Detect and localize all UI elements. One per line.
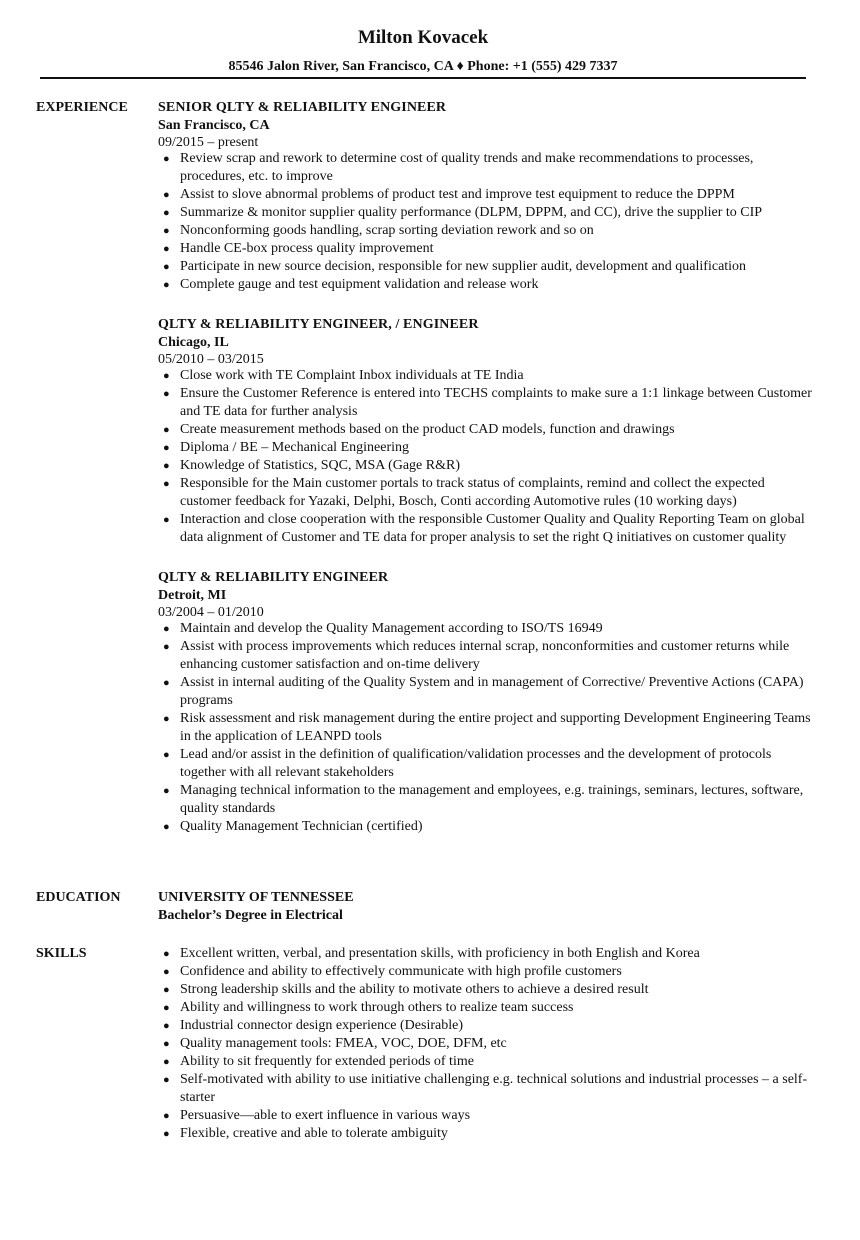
bullet-item	[158, 385, 813, 421]
bullet-text: Knowledge of Statistics, SQC, MSA (Gage R&R)	[180, 458, 460, 473]
bullet-text: Complete gauge and test equipment validation and release work	[180, 277, 539, 292]
job-title: QLTY & RELIABILITY ENGINEER, / ENGINEER	[158, 317, 479, 332]
candidate-name: Milton Kovacek	[357, 27, 489, 48]
bullet-item	[158, 638, 813, 674]
bullet-text: Summarize & monitor supplier quality performance (DLPM, DPPM, and CC), drive the supplier to CIP	[180, 205, 763, 220]
bullet-item	[158, 439, 813, 457]
bullet-text: Lead and/or assist in the definition of qualification/validation processes and the development of protocols together with all relevant stakeholders	[180, 747, 772, 780]
bullet-dot-icon: ●	[163, 243, 170, 255]
skill-text: Ability and willingness to work through others to realize team success	[180, 1000, 574, 1015]
skill-item	[158, 1035, 813, 1053]
job-entry	[158, 99, 813, 294]
bullet-text: Maintain and develop the Quality Management according to ISO/TS 16949	[180, 621, 603, 636]
bullet-dot-icon: ●	[163, 984, 170, 996]
bullet-item	[158, 367, 813, 385]
bullet-dot-icon: ●	[163, 189, 170, 201]
bullet-text: Assist to slove abnormal problems of product test and improve test equipment to reduce the DPPM	[180, 187, 735, 202]
bullet-text: Nonconforming goods handling, scrap sorting deviation rework and so on	[180, 223, 594, 238]
bullet-text: Review scrap and rework to determine cost of quality trends and make recommendations to processes, procedures, etc. to improve	[180, 151, 754, 184]
job-entry	[158, 569, 813, 836]
bullet-dot-icon: ●	[163, 442, 170, 454]
skill-item	[158, 981, 813, 999]
bullet-dot-icon: ●	[163, 1038, 170, 1050]
bullet-item	[158, 746, 813, 782]
bullet-dot-icon: ●	[163, 1074, 170, 1086]
bullet-dot-icon: ●	[163, 207, 170, 219]
bullet-dot-icon: ●	[163, 1056, 170, 1068]
header-divider	[40, 77, 806, 79]
bullet-item	[158, 186, 813, 204]
bullet-text: Close work with TE Complaint Inbox individuals at TE India	[180, 368, 524, 383]
bullet-item	[158, 150, 813, 186]
bullet-dot-icon: ●	[163, 225, 170, 237]
skill-text: Excellent written, verbal, and presentation skills, with proficiency in both English and Korea	[180, 946, 700, 961]
bullet-dot-icon: ●	[163, 153, 170, 165]
experience-heading: EXPERIENCE	[36, 100, 128, 115]
bullet-dot-icon: ●	[163, 424, 170, 436]
bullet-text: Create measurement methods based on the product CAD models, function and drawings	[180, 422, 675, 437]
skill-text: Ability to sit frequently for extended periods of time	[180, 1054, 474, 1069]
bullet-dot-icon: ●	[163, 478, 170, 490]
bullet-dot-icon: ●	[163, 460, 170, 472]
bullet-text: Assist in internal auditing of the Quality System and in management of Corrective/ Preventive Actions (CAPA) programs	[180, 675, 804, 708]
skill-item	[158, 999, 813, 1017]
bullet-item	[158, 674, 813, 710]
job-bullets	[158, 150, 813, 294]
bullet-item	[158, 240, 813, 258]
bullet-dot-icon: ●	[163, 279, 170, 291]
skill-item	[158, 945, 813, 963]
bullet-text: Ensure the Customer Reference is entered into TECHS complaints to make sure a 1:1 linkage between Customer and TE data for further analysis	[180, 386, 812, 419]
skill-item	[158, 1017, 813, 1035]
bullet-item	[158, 782, 813, 818]
bullet-text: Risk assessment and risk management during the entire project and supporting Development Engineering Teams in the application of LEANPD tools	[180, 711, 811, 744]
bullet-text: Handle CE-box process quality improvement	[180, 241, 434, 256]
skill-text: Quality management tools: FMEA, VOC, DOE, DFM, etc	[180, 1036, 507, 1051]
job-location: Detroit, MI	[158, 588, 227, 603]
education-heading: EDUCATION	[36, 890, 121, 905]
bullet-dot-icon: ●	[163, 966, 170, 978]
skills-bullets	[158, 945, 813, 1143]
bullet-dot-icon: ●	[163, 677, 170, 689]
bullet-dot-icon: ●	[163, 1020, 170, 1032]
bullet-text: Interaction and close cooperation with the responsible Customer Quality and Quality Reporting Team on global data alignment of Customer and TE data for proper analysis to set the right Q initiatives on customer quality	[180, 512, 805, 545]
job-bullets	[158, 620, 813, 836]
skill-text: Persuasive—able to exert influence in various ways	[180, 1108, 471, 1123]
job-dates: 05/2010 – 03/2015	[158, 352, 264, 367]
bullet-item	[158, 457, 813, 475]
bullet-dot-icon: ●	[163, 514, 170, 526]
skill-text: Industrial connector design experience (Desirable)	[180, 1018, 463, 1033]
experience-list	[158, 99, 813, 836]
bullet-item	[158, 710, 813, 746]
skills-heading: SKILLS	[36, 946, 87, 961]
bullet-item	[158, 818, 813, 836]
bullet-text: Quality Management Technician (certified)	[180, 819, 423, 834]
bullet-dot-icon: ●	[163, 749, 170, 761]
bullet-item	[158, 258, 813, 276]
skills-list	[158, 945, 813, 1143]
bullet-text: Participate in new source decision, responsible for new supplier audit, development and qualification	[180, 259, 747, 274]
education-entry	[158, 889, 813, 925]
bullet-dot-icon: ●	[163, 948, 170, 960]
bullet-text: Assist with process improvements which reduces internal scrap, nonconformities and customer returns while enhancing customer satisfaction and on-time delivery	[180, 639, 790, 672]
skill-item	[158, 963, 813, 981]
bullet-dot-icon: ●	[163, 713, 170, 725]
school-name: UNIVERSITY OF TENNESSEE	[158, 890, 354, 905]
bullet-dot-icon: ●	[163, 261, 170, 273]
bullet-item	[158, 204, 813, 222]
bullet-dot-icon: ●	[163, 1002, 170, 1014]
contact-line: 85546 Jalon River, San Francisco, CA ♦ Phone: +1 (555) 429 7337	[228, 59, 618, 74]
job-title: SENIOR QLTY & RELIABILITY ENGINEER	[158, 100, 447, 115]
bullet-item	[158, 620, 813, 638]
bullet-item	[158, 276, 813, 294]
job-bullets	[158, 367, 813, 547]
bullet-item	[158, 511, 813, 547]
skill-text: Strong leadership skills and the ability to motivate others to achieve a desired result	[180, 982, 649, 997]
job-location: Chicago, IL	[158, 335, 229, 350]
bullet-text: Responsible for the Main customer portals to track status of complaints, remind and collect the expected customer feedback for Yazaki, Delphi, Bosch, Conti according Automotive rules (10 working days)	[180, 476, 765, 509]
skill-item	[158, 1107, 813, 1125]
skill-item	[158, 1053, 813, 1071]
job-title: QLTY & RELIABILITY ENGINEER	[158, 570, 389, 585]
bullet-dot-icon: ●	[163, 1110, 170, 1122]
bullet-dot-icon: ●	[163, 821, 170, 833]
bullet-item	[158, 421, 813, 439]
bullet-text: Managing technical information to the management and employees, e.g. trainings, seminars, lectures, software, quality standards	[180, 783, 804, 816]
resume-header	[40, 26, 806, 76]
degree-name: Bachelor’s Degree in Electrical	[158, 908, 343, 923]
bullet-dot-icon: ●	[163, 370, 170, 382]
bullet-dot-icon: ●	[163, 641, 170, 653]
skill-text: Confidence and ability to effectively communicate with high profile customers	[180, 964, 622, 979]
job-location: San Francisco, CA	[158, 118, 270, 133]
bullet-text: Diploma / BE – Mechanical Engineering	[180, 440, 409, 455]
bullet-item	[158, 222, 813, 240]
skill-item	[158, 1071, 813, 1107]
bullet-dot-icon: ●	[163, 623, 170, 635]
skill-text: Self-motivated with ability to use initiative challenging e.g. technical solutions and industrial processes – a self-starter	[180, 1072, 808, 1105]
bullet-dot-icon: ●	[163, 388, 170, 400]
job-entry	[158, 316, 813, 547]
bullet-dot-icon: ●	[163, 785, 170, 797]
bullet-dot-icon: ●	[163, 1128, 170, 1140]
skill-item	[158, 1125, 813, 1143]
bullet-item	[158, 475, 813, 511]
job-dates: 09/2015 – present	[158, 135, 259, 150]
job-dates: 03/2004 – 01/2010	[158, 605, 264, 620]
skill-text: Flexible, creative and able to tolerate ambiguity	[180, 1126, 448, 1141]
